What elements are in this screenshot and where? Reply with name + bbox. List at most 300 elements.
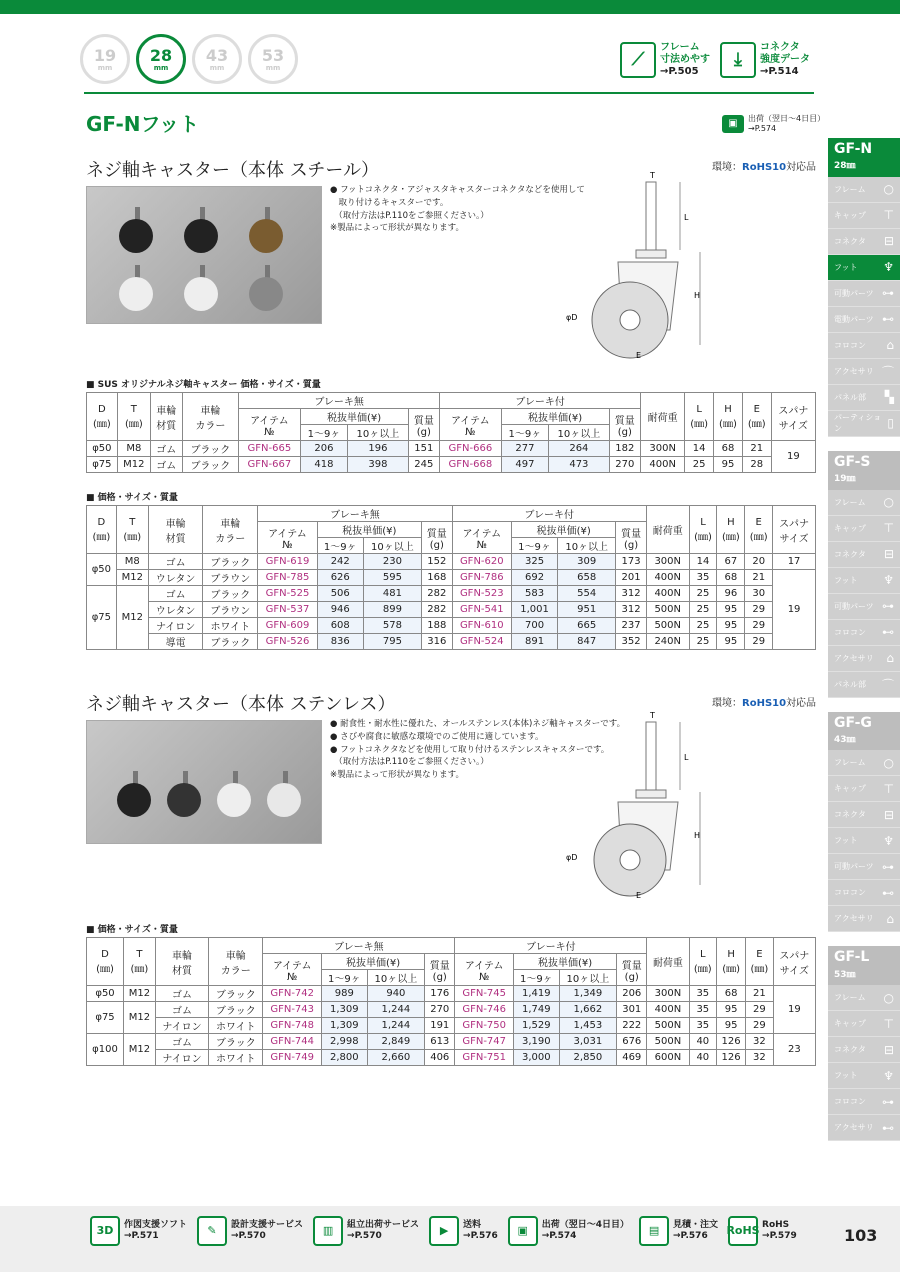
size-badge-53[interactable] — [248, 34, 298, 84]
table-cell: ゴム — [148, 554, 202, 570]
category-icon: ⊷ — [882, 312, 894, 327]
th-d: D — [98, 403, 106, 415]
table-cell: 242 — [317, 554, 363, 570]
table-cell: ナイロン — [148, 618, 202, 634]
th-material: 車輪 材質 — [148, 506, 202, 554]
table2-caption: ■ 価格・サイズ・質量 — [86, 493, 178, 503]
footer-link[interactable] — [197, 1216, 303, 1246]
th-price: 税抜単価(¥) — [300, 409, 408, 425]
th-mm: (㎜) — [96, 963, 114, 975]
item-code: GFN-668 — [440, 457, 501, 473]
table-cell: 206 — [300, 441, 348, 457]
dim-t: T — [650, 171, 655, 180]
side-nav-item[interactable] — [828, 490, 900, 516]
side-nav-label: フレーム — [834, 497, 866, 507]
side-nav-label: キャップ — [834, 784, 866, 794]
table-cell: 29 — [746, 1018, 774, 1034]
caster-image — [182, 265, 220, 307]
th-mass: 質量 (g) — [616, 522, 647, 554]
spanner-cell: 19 — [773, 986, 815, 1034]
frame-dimension-link[interactable] — [620, 42, 710, 78]
side-nav-label: コロコン — [834, 340, 866, 350]
table-cell: 68 — [717, 986, 746, 1002]
connector-icon: ⤓ — [720, 42, 756, 78]
size-label: 53 — [261, 46, 285, 65]
footer-label: 作図支援ソフト — [124, 1219, 188, 1230]
table-cell: 35 — [689, 986, 717, 1002]
bullet: 取り付けるキャスターです。 — [330, 197, 449, 208]
side-nav-item[interactable] — [828, 568, 900, 594]
th-mass: 質量 (g) — [609, 409, 641, 441]
side-nav-item[interactable] — [828, 906, 900, 932]
table-cell: 418 — [300, 457, 348, 473]
side-nav-label: フット — [834, 575, 858, 585]
table-cell: 700 — [512, 618, 558, 634]
th-h: H — [727, 948, 735, 960]
table-cell: 95 — [717, 602, 745, 618]
side-nav-label: フット — [834, 262, 858, 272]
table-cell: 506 — [317, 586, 363, 602]
dim-e: E — [636, 351, 642, 360]
caster-image — [182, 207, 220, 249]
footer-ref: →P.574 — [541, 1231, 577, 1241]
category-icon: ⊟ — [883, 547, 894, 562]
side-nav-item[interactable] — [828, 880, 900, 906]
bullet: （取付方法はP.110をご参照ください。） — [330, 210, 489, 221]
connector-strength-link[interactable] — [720, 42, 810, 78]
th-p1: 1〜9ヶ — [512, 538, 558, 554]
env-suffix: 対応品 — [786, 162, 817, 173]
table-cell: 206 — [617, 986, 647, 1002]
footer-link[interactable] — [313, 1216, 419, 1246]
item-code: GFN-742 — [263, 986, 322, 1002]
side-group-title[interactable] — [828, 138, 900, 177]
footer-text — [762, 1220, 797, 1243]
table-cell: 270 — [425, 1002, 455, 1018]
table-cell: 1,244 — [367, 1002, 425, 1018]
table-cell: ブラック — [209, 1002, 263, 1018]
th-mm: (㎜) — [92, 418, 111, 430]
thread-cell: M12 — [124, 986, 156, 1002]
footer-text — [124, 1220, 187, 1243]
table-cell: ゴム — [151, 457, 183, 473]
size-badge-19[interactable] — [80, 34, 130, 84]
table-cell: 230 — [363, 554, 421, 570]
table-cell: 626 — [317, 570, 363, 586]
side-nav-item[interactable] — [828, 1089, 900, 1115]
item-code: GFN-746 — [455, 1002, 514, 1018]
table-cell: 665 — [558, 618, 616, 634]
side-nav-item[interactable] — [828, 620, 900, 646]
side-nav-label: キャップ — [834, 523, 866, 533]
side-nav-label: アクセサリ — [834, 653, 874, 663]
table-cell: ブラック — [203, 634, 258, 650]
th-p1: 1〜9ヶ — [322, 970, 368, 986]
th-no-brake: ブレーキ無 — [263, 938, 455, 954]
category-icon: ⊤ — [883, 781, 894, 796]
table-cell: 300N — [641, 441, 685, 457]
footer-link[interactable] — [639, 1216, 718, 1246]
diameter-cell: φ50 — [87, 554, 117, 586]
table-cell: 473 — [549, 457, 609, 473]
group-size: 53㎜ — [834, 969, 856, 980]
side-nav-item[interactable] — [828, 177, 900, 203]
th-l: L — [696, 403, 702, 415]
side-group-title[interactable] — [828, 946, 900, 985]
table-cell: φ75 — [87, 457, 118, 473]
table-cell: 1,349 — [559, 986, 617, 1002]
table-cell: 795 — [363, 634, 421, 650]
table-cell: 245 — [408, 457, 440, 473]
table-cell: 1,309 — [322, 1018, 368, 1034]
dim-l: L — [684, 213, 689, 222]
footer-link[interactable] — [728, 1216, 797, 1246]
side-nav-item[interactable] — [828, 594, 900, 620]
side-nav-item[interactable] — [828, 255, 900, 281]
side-nav-item[interactable] — [828, 854, 900, 880]
category-icon: ⊤ — [883, 208, 894, 223]
side-nav-label: フット — [834, 836, 858, 846]
table-cell: 25 — [689, 634, 717, 650]
side-nav — [828, 138, 900, 1155]
footer-label: 送料 — [463, 1219, 482, 1230]
dim-d: φD — [566, 853, 578, 862]
th-mm: (㎜) — [749, 531, 768, 543]
table-cell: 1,529 — [514, 1018, 560, 1034]
th-load: 耐荷重 — [647, 938, 689, 986]
table-cell: ゴム — [155, 1002, 208, 1018]
category-icon: ⊟ — [883, 1042, 894, 1057]
table-cell: 500N — [647, 1018, 689, 1034]
top-bar — [0, 0, 900, 14]
th-d: D — [101, 948, 109, 960]
category-icon: ⌂ — [886, 338, 894, 353]
item-code: GFN-665 — [239, 441, 300, 457]
footer-ref: →P.570 — [347, 1231, 382, 1241]
table-cell: ブラック — [209, 1034, 263, 1050]
section-title-stainless: ネジ軸キャスター（本体 ステンレス） — [86, 694, 396, 715]
caster-image — [117, 207, 155, 249]
table1-caption: ■ SUS オリジナルネジ軸キャスター 価格・サイズ・質量 — [86, 380, 321, 390]
size-label: 43 — [205, 46, 229, 65]
th-no-brake: ブレーキ無 — [258, 506, 452, 522]
table-cell: ナイロン — [155, 1018, 208, 1034]
table-row — [87, 586, 816, 602]
category-icon: ⊶ — [882, 1094, 894, 1109]
side-nav-item[interactable] — [828, 411, 900, 437]
diameter-cell: φ50 — [87, 986, 124, 1002]
th-price: 税抜単価(¥) — [512, 522, 616, 538]
side-nav-label: フレーム — [834, 758, 866, 768]
item-code: GFN-745 — [455, 986, 514, 1002]
side-nav-item[interactable] — [828, 1063, 900, 1089]
table-cell: 400N — [641, 457, 685, 473]
table-row — [87, 634, 816, 650]
group-name: GF-S — [834, 453, 871, 470]
th-p10: 10ヶ以上 — [348, 425, 408, 441]
bullet: ※製品によって形状が異なります。 — [330, 770, 464, 780]
table-cell: 282 — [422, 586, 453, 602]
bullet: ● フットコネクタ・アジャスタキャスターコネクタなどを使用して — [330, 185, 585, 195]
table-cell: 40 — [689, 1050, 717, 1066]
env-label: 環境： — [712, 162, 742, 173]
group-name: GF-G — [834, 714, 872, 731]
table-cell: 2,998 — [322, 1034, 368, 1050]
table-cell: 1,453 — [559, 1018, 617, 1034]
th-item: アイテム № — [263, 954, 322, 986]
table-cell: 126 — [717, 1034, 746, 1050]
table-cell: 96 — [717, 586, 745, 602]
th-l: L — [700, 516, 706, 528]
th-no-brake: ブレーキ無 — [239, 393, 440, 409]
table-cell: 95 — [717, 1018, 746, 1034]
table-cell: ブラック — [182, 457, 239, 473]
item-code: GFN-785 — [258, 570, 317, 586]
side-nav-item[interactable] — [828, 359, 900, 385]
table-cell: 940 — [367, 986, 425, 1002]
size-badge-28[interactable] — [136, 34, 186, 84]
table-cell: 989 — [322, 986, 368, 1002]
table-cell: 608 — [317, 618, 363, 634]
side-nav-label: パネル部 — [834, 679, 866, 689]
th-load: 耐荷重 — [646, 506, 689, 554]
table-cell: ホワイト — [209, 1050, 263, 1066]
footer-link[interactable] — [90, 1216, 187, 1246]
table-cell: 500N — [646, 618, 689, 634]
category-icon: ⊟ — [883, 807, 894, 822]
th-brake: ブレーキ付 — [452, 506, 646, 522]
table-cell: 68 — [717, 570, 745, 586]
footer-link[interactable] — [429, 1216, 498, 1246]
table-cell: 500N — [646, 602, 689, 618]
ship-ref: →P.574 — [748, 123, 777, 133]
side-nav-label: 可動パーツ — [834, 601, 874, 611]
group-size: 43㎜ — [834, 734, 856, 745]
group-size: 19㎜ — [834, 474, 856, 485]
side-nav-item[interactable] — [828, 750, 900, 776]
table-cell: 270 — [609, 457, 641, 473]
table-row — [87, 554, 816, 570]
th-brake: ブレーキ付 — [455, 938, 647, 954]
side-nav-label: アクセサリ — [834, 914, 874, 924]
side-nav-item[interactable] — [828, 646, 900, 672]
category-icon: ○ — [883, 990, 894, 1005]
category-icon: ⊷ — [882, 625, 894, 640]
table-cell: φ50 — [87, 441, 118, 457]
dim-t: T — [650, 711, 655, 720]
table-cell: M8 — [117, 441, 150, 457]
table-cell: 28 — [742, 457, 771, 473]
env-note — [712, 158, 816, 173]
side-nav-item[interactable] — [828, 229, 900, 255]
table-cell: 68 — [714, 441, 743, 457]
table-cell: 95 — [717, 634, 745, 650]
table-cell: 891 — [512, 634, 558, 650]
category-icon: ♆ — [883, 573, 894, 588]
footer-ref: →P.571 — [124, 1231, 159, 1241]
table-cell: 595 — [363, 570, 421, 586]
side-nav-label: フレーム — [834, 993, 866, 1003]
table-row — [87, 441, 816, 457]
side-nav-item[interactable] — [828, 672, 900, 698]
table-cell: 613 — [425, 1034, 455, 1050]
table-cell: ブラウン — [203, 570, 258, 586]
th-p10: 10ヶ以上 — [363, 538, 421, 554]
link-ref: →P.514 — [760, 66, 799, 77]
table-cell: 277 — [501, 441, 549, 457]
footer-label: 出荷（翌日〜4日目） — [541, 1219, 630, 1230]
caster-image — [115, 771, 153, 813]
ship-label: 出荷（翌日〜4日目） — [748, 114, 826, 123]
th-p10: 10ヶ以上 — [558, 538, 616, 554]
table-cell: ホワイト — [209, 1018, 263, 1034]
table-cell: 951 — [558, 602, 616, 618]
table-cell: 325 — [512, 554, 558, 570]
table-cell: ナイロン — [155, 1050, 208, 1066]
table-row — [87, 1002, 816, 1018]
side-nav-label: パネル部 — [834, 392, 866, 402]
spacer — [828, 698, 900, 712]
table-cell: 201 — [616, 570, 647, 586]
table-cell: 35 — [689, 570, 717, 586]
table3-caption: ■ 価格・サイズ・質量 — [86, 925, 178, 935]
table-cell: ゴム — [155, 1034, 208, 1050]
side-nav-item[interactable] — [828, 385, 900, 411]
side-group-title[interactable] — [828, 451, 900, 490]
caster-image — [265, 771, 303, 813]
th-mass: 質量 (g) — [422, 522, 453, 554]
side-nav-label: コネクタ — [834, 549, 866, 559]
side-nav-item[interactable] — [828, 1115, 900, 1141]
table-cell: 282 — [422, 602, 453, 618]
side-nav-item[interactable] — [828, 776, 900, 802]
table-cell: 352 — [616, 634, 647, 650]
dim-d: φD — [566, 313, 578, 322]
th-mm: (㎜) — [750, 963, 769, 975]
th-price: 税抜単価(¥) — [317, 522, 421, 538]
footer-label: RoHS — [762, 1219, 790, 1230]
table-cell: ゴム — [155, 986, 208, 1002]
table-cell: ブラック — [203, 554, 258, 570]
size-badge-43[interactable] — [192, 34, 242, 84]
footer-icon: RoHS — [728, 1216, 758, 1246]
side-nav-item[interactable] — [828, 333, 900, 359]
dim-h: H — [694, 291, 701, 300]
table-cell: 25 — [689, 586, 717, 602]
side-nav-item[interactable] — [828, 516, 900, 542]
table-cell: 35 — [689, 1018, 717, 1034]
th-p1: 1〜9ヶ — [317, 538, 363, 554]
item-code: GFN-541 — [452, 602, 511, 618]
footer-text — [231, 1220, 303, 1243]
link-ref: →P.505 — [660, 66, 699, 77]
side-nav-item[interactable] — [828, 1037, 900, 1063]
footer-text — [542, 1220, 629, 1243]
table-cell: 946 — [317, 602, 363, 618]
side-nav-item[interactable] — [828, 828, 900, 854]
table-row — [87, 602, 816, 618]
side-nav-label: コネクタ — [834, 236, 866, 246]
th-spanner: スパナ サイズ — [773, 506, 816, 554]
size-unit: mm — [265, 64, 281, 72]
table-cell: 264 — [549, 441, 609, 457]
side-nav-item[interactable] — [828, 1011, 900, 1037]
side-nav-label: アクセサリ — [834, 366, 874, 376]
frame-icon: ⟋ — [620, 42, 656, 78]
side-nav-label: アクセサリ — [834, 1123, 874, 1133]
table-cell: 14 — [685, 441, 714, 457]
side-nav-item[interactable] — [828, 542, 900, 568]
diameter-cell: φ75 — [87, 1002, 124, 1034]
size-label: 28 — [149, 46, 173, 65]
th-p1: 1〜9ヶ — [501, 425, 549, 441]
category-icon: ♆ — [883, 1068, 894, 1083]
side-nav-item[interactable] — [828, 203, 900, 229]
category-icon: ⊶ — [882, 599, 894, 614]
table-cell: 400N — [646, 570, 689, 586]
item-code: GFN-750 — [455, 1018, 514, 1034]
footer-label: 設計支援サービス — [231, 1219, 304, 1230]
table-cell: 21 — [742, 441, 771, 457]
ship-note[interactable] — [722, 114, 825, 133]
spanner-cell: 19 — [773, 570, 816, 650]
th-item: アイテム № — [455, 954, 514, 986]
table3 — [86, 937, 816, 1066]
side-nav-label: 可動パーツ — [834, 288, 874, 298]
table-cell: ブラック — [203, 586, 258, 602]
table-cell: 173 — [616, 554, 647, 570]
table-cell: 400N — [647, 1002, 689, 1018]
size-selector — [80, 34, 298, 84]
item-code: GFN-748 — [263, 1018, 322, 1034]
side-nav-item[interactable] — [828, 985, 900, 1011]
category-icon: ○ — [883, 182, 894, 197]
table-cell: 899 — [363, 602, 421, 618]
env-suffix: 対応品 — [786, 698, 817, 709]
th-p1: 1〜9ヶ — [300, 425, 348, 441]
bullets-steel — [330, 184, 585, 235]
footer-link[interactable] — [508, 1216, 629, 1246]
side-nav-label: コロコン — [834, 1097, 866, 1107]
item-code: GFN-743 — [263, 1002, 322, 1018]
table-cell: 469 — [617, 1050, 647, 1066]
th-mm: (㎜) — [123, 531, 142, 543]
group-name: GF-N — [834, 141, 873, 157]
table-row — [87, 1050, 816, 1066]
th-h: H — [724, 403, 732, 415]
page-title: GF-Nフット — [86, 112, 200, 136]
side-nav-item[interactable] — [828, 281, 900, 307]
top-links — [620, 42, 810, 78]
table-cell: 95 — [714, 457, 743, 473]
side-nav-label: キャップ — [834, 210, 866, 220]
table-cell: 237 — [616, 618, 647, 634]
side-group-title[interactable] — [828, 712, 900, 751]
side-nav-item[interactable] — [828, 802, 900, 828]
table-cell: 692 — [512, 570, 558, 586]
thread-cell: M12 — [116, 570, 148, 586]
th-load: 耐荷重 — [641, 393, 685, 441]
table-cell: 21 — [746, 986, 774, 1002]
category-icon: ⊷ — [882, 885, 894, 900]
item-code: GFN-620 — [452, 554, 511, 570]
side-nav-item[interactable] — [828, 307, 900, 333]
item-code: GFN-523 — [452, 586, 511, 602]
table-cell: ホワイト — [203, 618, 258, 634]
footer-ref: →P.579 — [762, 1231, 797, 1241]
item-code: GFN-619 — [258, 554, 317, 570]
table-cell: 583 — [512, 586, 558, 602]
